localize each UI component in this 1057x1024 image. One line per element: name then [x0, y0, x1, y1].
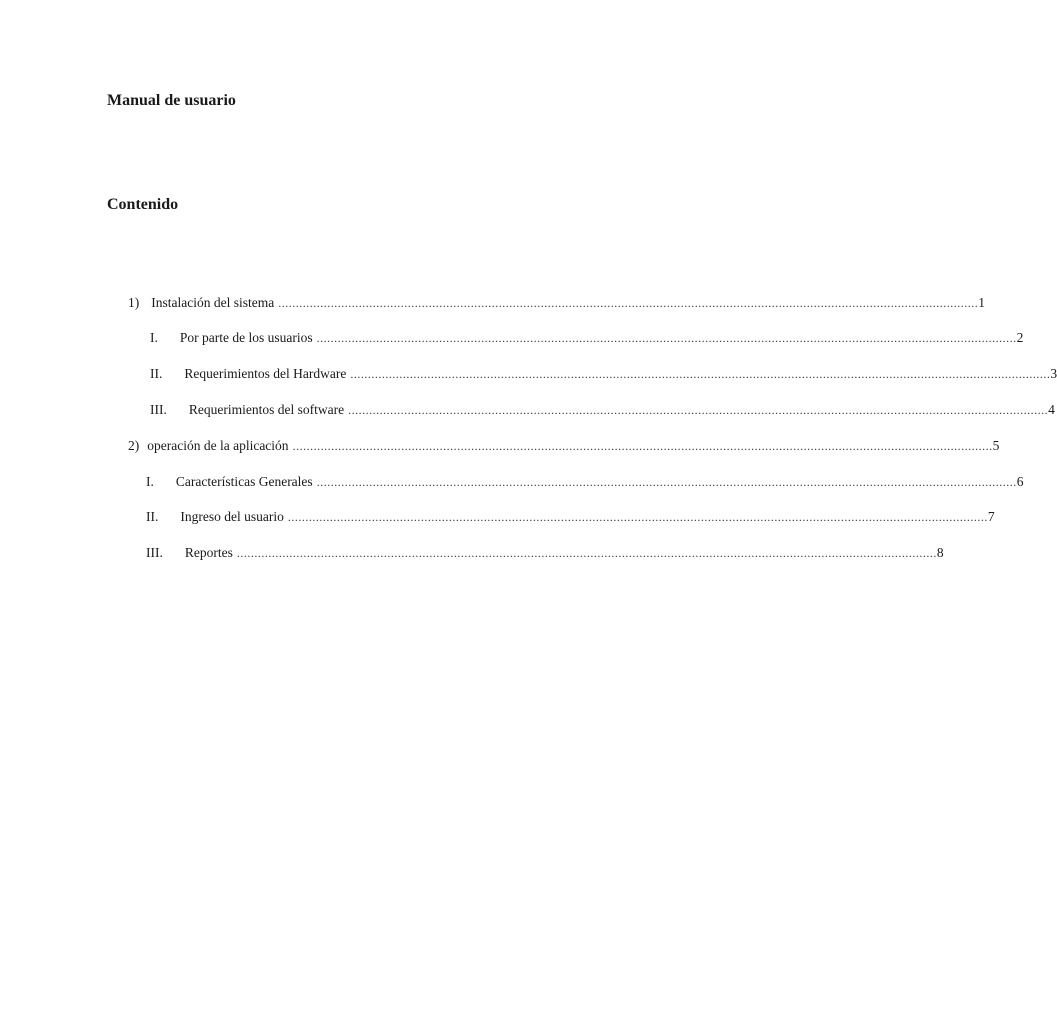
- toc-page-number: 8: [936, 545, 944, 560]
- toc-entry-subsection[interactable]: [150, 400, 1055, 420]
- toc-entry-text: Requerimientos del Hardware: [184, 366, 347, 381]
- toc-entry-section-2[interactable]: [128, 436, 1000, 456]
- toc-page-number: 2: [1016, 330, 1024, 345]
- toc-entry-section-1[interactable]: [128, 293, 985, 313]
- toc-entry-text: Reportes: [184, 545, 233, 560]
- toc-entry-text: Requerimientos del software: [188, 402, 345, 417]
- toc-page-number: 3: [1050, 366, 1057, 381]
- toc-dot-leader: ........................................................................................................................................................................................................: [278, 296, 979, 310]
- toc-dot-leader: ........................................................................................................................................................................................................: [287, 510, 988, 524]
- toc-entry-text: Instalación del sistema: [151, 295, 275, 310]
- toc-entry-subsection[interactable]: [146, 472, 1024, 492]
- document-title: Manual de usuario: [107, 92, 236, 109]
- toc-dot-leader: ........................................................................................................................................................................................................: [316, 331, 1017, 345]
- toc-dot-leader: ........................................................................................................................................................................................................: [348, 403, 1049, 417]
- toc-page-number: 7: [987, 509, 995, 524]
- toc-entry-subsection[interactable]: [150, 364, 1057, 384]
- toc-dot-leader: ........................................................................................................................................................................................................: [292, 439, 993, 453]
- toc-entry-subsection[interactable]: [146, 543, 944, 563]
- toc-entry-text: operación de la aplicación: [147, 438, 289, 453]
- toc-page-number: 6: [1016, 474, 1024, 489]
- toc-page-number: 1: [978, 295, 985, 310]
- toc-entry-subsection[interactable]: [146, 507, 995, 527]
- toc-page-number: 5: [992, 438, 1000, 453]
- toc-dot-leader: ........................................................................................................................................................................................................: [350, 367, 1051, 381]
- contents-heading: Contenido: [107, 196, 179, 213]
- toc-entry-number: 1): [128, 295, 140, 310]
- toc-entry-number: 2): [128, 438, 140, 453]
- toc-entry-number: III.: [150, 402, 167, 417]
- toc-entry-number: II.: [146, 509, 159, 524]
- toc-entry-text: Características Generales: [175, 474, 313, 489]
- toc-dot-leader: ........................................................................................................................................................................................................: [316, 475, 1017, 489]
- toc-dot-leader: ........................................................................................................................................................................................................: [236, 546, 937, 560]
- toc-entry-number: I.: [150, 330, 158, 345]
- toc-entry-text: Ingreso del usuario: [180, 509, 284, 524]
- toc-entry-number: I.: [146, 474, 154, 489]
- toc-entry-subsection[interactable]: [150, 328, 1024, 348]
- toc-entry-number: III.: [146, 545, 163, 560]
- toc-entry-number: II.: [150, 366, 163, 381]
- toc-entry-text: Por parte de los usuarios: [179, 330, 313, 345]
- toc-page-number: 4: [1048, 402, 1055, 417]
